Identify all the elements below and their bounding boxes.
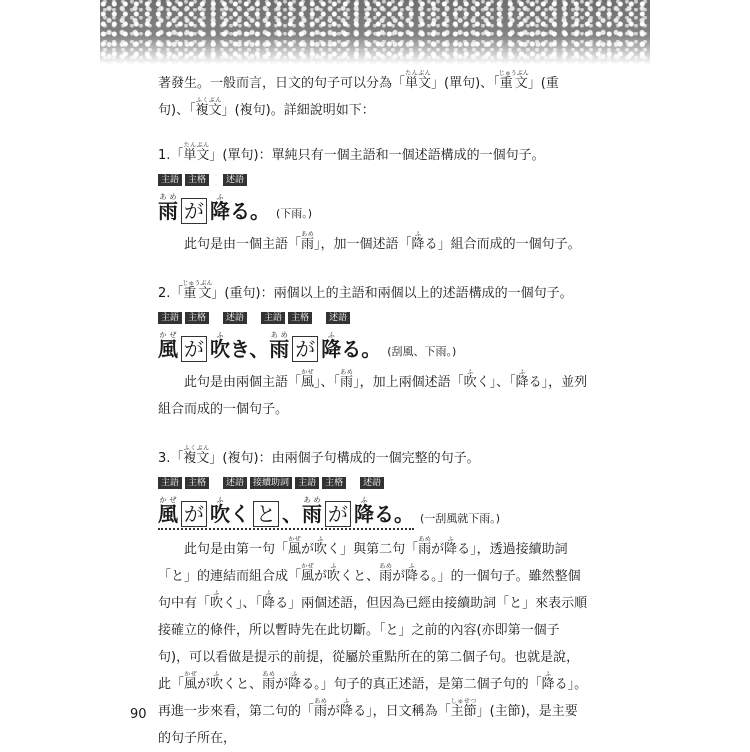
grammar-tag: 述語	[223, 312, 247, 324]
particle-box: が	[325, 501, 351, 527]
section-single-explanation	[158, 231, 588, 258]
furigana-word: 雨あめ	[340, 369, 354, 390]
grammar-tag: 主語	[158, 312, 182, 324]
furigana-word: 降ふ	[515, 369, 529, 390]
text-run: 」(複句)。詳細說明如下：	[221, 103, 375, 118]
particle-box: が	[181, 501, 207, 527]
furigana-word: 複文ふくぶん	[195, 97, 222, 118]
furigana-word: 雨あめ	[301, 231, 315, 252]
text-run: 2.「	[158, 286, 184, 301]
furigana-word: 風かぜ	[301, 369, 315, 390]
text-run: が	[392, 569, 406, 584]
example-sentence	[158, 193, 588, 225]
grammar-tags	[158, 309, 588, 327]
section-single	[158, 142, 588, 258]
particle-box: が	[292, 336, 318, 362]
section-complex	[158, 445, 588, 752]
furigana-word: 降ふ	[405, 563, 419, 584]
text-run: る。」的一個句子。雖然整個句中有「	[158, 569, 581, 611]
furigana-word: 降ふ	[340, 698, 354, 719]
furigana-word: 降ふ	[354, 496, 374, 526]
text-run: く」與第二句「	[327, 542, 419, 557]
text-run: 著發生。一般而言，日文的句子可以分為「	[158, 76, 406, 91]
text-run: が	[327, 704, 341, 719]
particle-box: と	[253, 501, 279, 527]
furigana-word: 雨あめ	[314, 698, 328, 719]
intro-paragraph	[158, 70, 588, 124]
grammar-tags	[158, 474, 588, 492]
furigana-word: 吹ふ	[210, 496, 230, 526]
example-sentence	[158, 331, 588, 363]
furigana-word: 雨あめ	[262, 671, 276, 692]
grammar-tag: 主格	[288, 312, 312, 324]
furigana-word: 吹ふ	[314, 536, 328, 557]
grammar-tags	[158, 171, 588, 189]
furigana-word: 主節しゅせつ	[450, 698, 477, 719]
text-run: 此句是由一個主語「	[184, 237, 302, 252]
text-run: 、	[282, 502, 302, 526]
furigana-word: 単文たんぶん	[405, 70, 432, 91]
text-run: る。」句子的真正述語，是第二個子句的「	[301, 677, 542, 692]
text-run: る」。再進一步來看，第二句的「	[158, 677, 588, 719]
example-sentence	[158, 496, 588, 530]
section-compound	[158, 280, 588, 423]
text-run: 」(單句)、「	[431, 76, 500, 91]
text-run: く」、「	[476, 375, 516, 390]
furigana-word: 風かぜ	[184, 671, 198, 692]
furigana-word: 複文ふくぶん	[183, 445, 210, 466]
text-run: が	[197, 677, 211, 692]
grammar-tag: 主格	[185, 174, 209, 186]
furigana-word: 重文じゅうぶん	[498, 70, 529, 91]
page-content	[158, 70, 588, 752]
grammar-tag: 主語	[261, 312, 285, 324]
furigana-word: 降ふ	[288, 671, 302, 692]
text-run: る」組合而成的一個句子。	[424, 237, 581, 252]
text-run: 此句是由第一句「	[184, 542, 289, 557]
text-run: 」(複句)：由兩個子句構成的一個完整的句子。	[209, 451, 480, 466]
text-run: 1.「	[158, 148, 184, 163]
furigana-word: 降ふ	[262, 590, 276, 611]
text-run: る。	[230, 199, 270, 223]
text-run: 」(單句)：單純只有一個主語和一個述語構成的一個句子。	[209, 148, 545, 163]
text-run: くと、	[223, 677, 263, 692]
grammar-tag: 接續助詞	[250, 477, 292, 489]
text-run: 」，加一個述語「	[314, 237, 412, 252]
text-run: が	[431, 542, 445, 557]
grammar-tag: 主格	[322, 477, 346, 489]
furigana-word: 雨あめ	[269, 331, 290, 361]
furigana-word: 重文じゅうぶん	[182, 280, 213, 301]
grammar-tag: 述語	[326, 312, 350, 324]
grammar-tag: 主語	[158, 174, 182, 186]
text-run: が	[314, 569, 328, 584]
furigana-word: 吹ふ	[210, 671, 224, 692]
furigana-word: 吹ふ	[463, 369, 477, 390]
text-run: る」，透過接續助詞「と」的連結而組合成「	[158, 542, 568, 584]
section-complex-explanation	[158, 536, 588, 752]
furigana-word: 降ふ	[210, 193, 230, 223]
text-run: 此句是由兩個主語「	[184, 375, 302, 390]
text-run: 」(主節)，是主要的句子所在，	[158, 704, 578, 746]
text-run: 」、「	[314, 375, 341, 390]
text-run: 」，加上兩個述語「	[353, 375, 464, 390]
furigana-word: 雨あめ	[418, 536, 432, 557]
furigana-word: 風かぜ	[288, 536, 302, 557]
section-complex-heading	[158, 445, 588, 472]
text-run: 」(重句)、「	[158, 76, 559, 118]
furigana-word: 風かぜ	[158, 496, 178, 526]
section-compound-explanation	[158, 369, 588, 423]
text-run: 3.「	[158, 451, 184, 466]
text-run: く」、「	[223, 596, 263, 611]
grammar-tag: 主語	[158, 477, 182, 489]
text-run: くと、	[340, 569, 380, 584]
furigana-word: 吹ふ	[327, 563, 341, 584]
furigana-word: 降ふ	[541, 671, 555, 692]
grammar-tag: 述語	[360, 477, 384, 489]
grammar-tag: 主格	[185, 477, 209, 489]
furigana-word: 降ふ	[411, 231, 425, 252]
section-single-heading	[158, 142, 588, 169]
furigana-word: 風かぜ	[158, 331, 178, 361]
text-run: き、	[230, 337, 270, 361]
text-run: る」，並列組合而成的一個句子。	[158, 375, 588, 417]
page-number: 90	[130, 707, 147, 722]
text-run: 」(重句)：兩個以上的主語和兩個以上的述語構成的一個句子。	[211, 286, 573, 301]
furigana-word: 雨あめ	[158, 193, 178, 223]
decorative-banner	[100, 0, 650, 65]
grammar-tag: 主格	[185, 312, 209, 324]
particle-box: が	[181, 198, 207, 224]
furigana-word: 風かぜ	[301, 563, 315, 584]
text-run: る」兩個述語，但因為已經由接續助詞「と」來表示順接確立的條件，所以暫時先在此切斷。「と」之前的內容(亦即第一個子句)，可以看做是提示的前提，從屬於重點所在的第二個子句。也就是說，此「	[158, 596, 588, 692]
text-run: が	[301, 542, 315, 557]
furigana-word: 降ふ	[444, 536, 458, 557]
text-run: が	[275, 677, 289, 692]
furigana-word: 吹ふ	[210, 331, 230, 361]
text-run: く	[230, 502, 250, 526]
grammar-tag: 述語	[223, 174, 247, 186]
example-translation: (下雨。)	[276, 207, 313, 220]
example-translation: (一刮風就下雨。)	[420, 512, 501, 525]
furigana-word: 降ふ	[321, 331, 342, 361]
furigana-word: 雨あめ	[302, 496, 322, 526]
particle-box: が	[181, 336, 207, 362]
furigana-word: 単文たんぶん	[183, 142, 210, 163]
text-run: る。	[374, 502, 414, 526]
furigana-word: 吹ふ	[210, 590, 224, 611]
example-translation: (刮風、下雨。)	[387, 345, 457, 358]
grammar-tag: 主語	[295, 477, 319, 489]
grammar-tag: 述語	[223, 477, 247, 489]
furigana-word: 雨あめ	[379, 563, 393, 584]
text-run: る。	[341, 337, 382, 361]
section-compound-heading	[158, 280, 588, 307]
text-run: る」，日文稱為「	[353, 704, 451, 719]
